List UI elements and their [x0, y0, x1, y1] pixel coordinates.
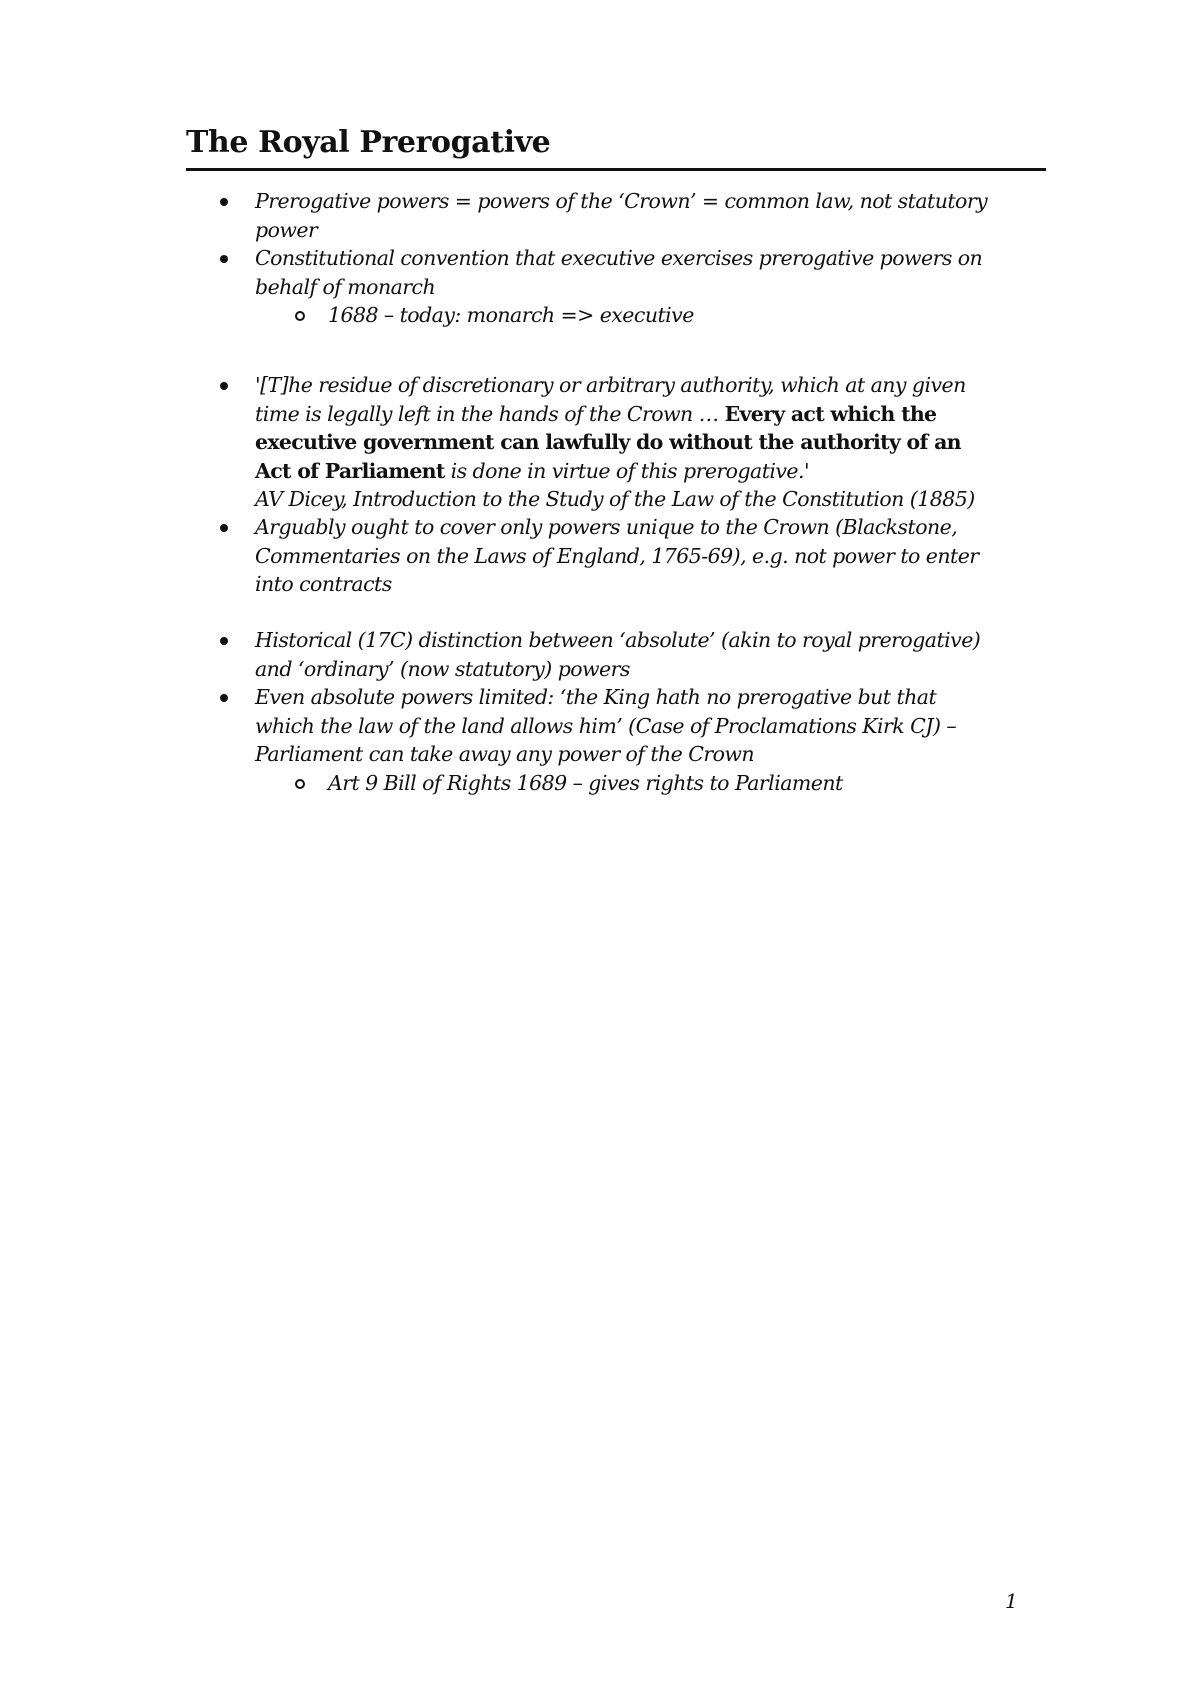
- sub-list-item-text: Art 9 Bill of Rights 1689 – gives rights to Parliament: [328, 771, 843, 795]
- sub-list-item-text: 1688 – today: monarch => executive: [328, 303, 694, 327]
- list-item-line: power: [255, 217, 318, 242]
- bullet-icon: [220, 382, 228, 390]
- quote-bold-text: Act of Parliament: [255, 458, 445, 483]
- list-item: [255, 187, 1015, 244]
- quote-text: time is legally left in the hands of the Crown …: [255, 401, 725, 426]
- bullet-icon: [220, 637, 228, 645]
- list-item-line: Commentaries on the Laws of England, 1765-69), e.g. not power to enter: [255, 543, 979, 568]
- list-item: [255, 683, 1015, 769]
- quote-line: [255, 457, 1015, 486]
- bullet-icon: [220, 524, 228, 532]
- list-item-line: Prerogative powers = powers of the ‘Crown’ = common law, not statutory: [255, 189, 988, 213]
- list-item-line: Historical (17C) distinction between ‘absolute’ (akin to royal prerogative): [255, 628, 981, 652]
- list-item-line: into contracts: [255, 572, 392, 596]
- list-item-line: and ‘ordinary’ (now statutory) powers: [255, 656, 630, 681]
- quote-line: '[T]he residue of discretionary or arbitrary authority, which at any given: [255, 373, 966, 397]
- quote-line: [255, 400, 1015, 429]
- quote-bold-line: executive government can lawfully do without the authority of an: [255, 430, 961, 454]
- list-item: [255, 244, 1015, 301]
- bullet-icon: [220, 694, 228, 702]
- list-item-line: Parliament can take away any power of the Crown: [255, 742, 755, 766]
- quote-citation: AV Dicey, Introduction to the Study of the Law of the Constitution (1885): [255, 487, 975, 511]
- list-item-line: Constitutional convention that executive exercises prerogative powers on: [255, 246, 983, 270]
- quote-bold-text: Every act which the: [724, 401, 937, 426]
- page-title: The Royal Prerogative: [186, 124, 1046, 171]
- list-item: [255, 513, 1015, 599]
- page-number: 1: [1005, 1589, 1018, 1613]
- list-item-line: Arguably ought to cover only powers unique to the Crown (Blackstone,: [255, 515, 958, 539]
- quote-text: is done in virtue of this prerogative.': [444, 458, 810, 483]
- sub-list-item: [328, 769, 1028, 798]
- list-item-line: which the law of the land allows him’ (Case of Proclamations Kirk CJ) –: [255, 713, 957, 738]
- bullet-icon: [220, 255, 228, 263]
- sub-list-item: [328, 301, 1028, 330]
- list-item-quote: [255, 371, 1015, 514]
- bullet-icon: [220, 198, 228, 206]
- list-item-line: Even absolute powers limited: ‘the King hath no prerogative but that: [255, 685, 937, 709]
- hollow-bullet-icon: [295, 779, 305, 789]
- list-item-line: behalf of monarch: [255, 274, 436, 299]
- list-item: [255, 626, 1015, 683]
- hollow-bullet-icon: [295, 311, 305, 321]
